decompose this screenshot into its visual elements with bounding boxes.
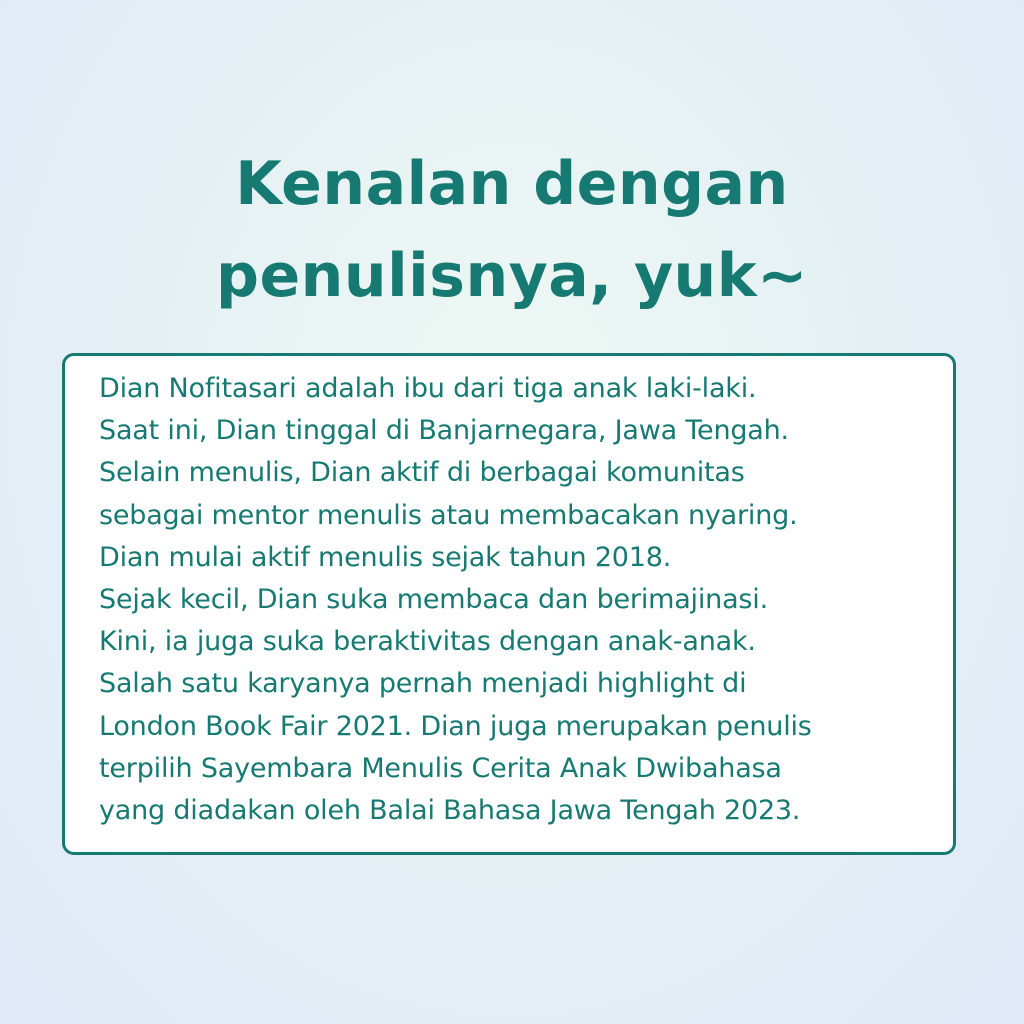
author-bio-text <box>99 368 812 832</box>
author-bio-card <box>62 353 956 855</box>
bio-line: Kini, ia juga suka beraktivitas dengan anak-anak. <box>99 626 756 658</box>
bio-line: London Book Fair 2021. Dian juga merupakan penulis <box>99 710 812 742</box>
title-line-2: penulisnya, yuk~ <box>216 241 808 311</box>
title-line-1: Kenalan dengan <box>235 149 789 219</box>
bio-line: Dian mulai aktif menulis sejak tahun 2018. <box>99 541 672 573</box>
bio-line: Sejak kecil, Dian suka membaca dan berimajinasi. <box>99 584 768 616</box>
bio-line: Salah satu karyanya pernah menjadi highlight di <box>99 668 747 700</box>
bio-line: Selain menulis, Dian aktif di berbagai komunitas <box>99 457 745 489</box>
bio-line: terpilih Sayembara Menulis Cerita Anak Dwibahasa <box>99 752 782 784</box>
bio-line: yang diadakan oleh Balai Bahasa Jawa Tengah 2023. <box>99 795 801 827</box>
bio-line: Dian Nofitasari adalah ibu dari tiga anak laki-laki. <box>99 373 757 404</box>
page-title <box>0 138 1024 322</box>
bio-line: Saat ini, Dian tinggal di Banjarnegara, Jawa Tengah. <box>99 415 789 447</box>
bio-line: sebagai mentor menulis atau membacakan nyaring. <box>99 499 798 531</box>
